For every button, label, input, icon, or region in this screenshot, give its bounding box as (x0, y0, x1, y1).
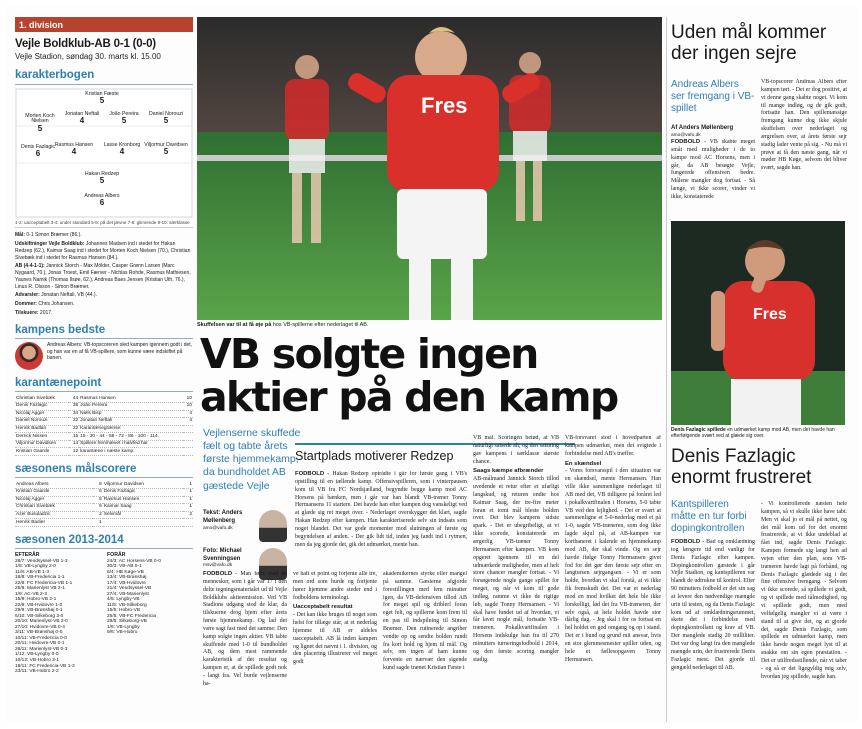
result-row: 26/11: Marienlyst-VB 0-3 (15, 646, 68, 652)
player-slot: Denis Fazlagic 6 (20, 143, 56, 159)
player-slot: Morten Koch Nielsen 5 (25, 112, 55, 134)
result-row: 15/5: Hobro-VB (107, 608, 141, 614)
article-column: akademikernes styrke eller mangel på samme. Gæsterne afgjorde forestillingen med fem minutter igen, da VB-defensiven tillod AB for meget spil og driblerl foran eget felt, og spillerne kom frem til en pas til indspilning til Simon Bræmer. Den rutinerede angriber vendte op og sendte bolden rundt fra kort hold og hjem til mål. Og selv, om ingen af ham kunne forvente en nærvær den sigende kund sagde trænet Kristian Fæste i (383, 571, 467, 672)
table-row: Viljormur Davidsen 14 Spillere fremhævet i halvfed har (15, 440, 193, 448)
result-row: 20/10: Marienlyst-VB 2-0 (15, 619, 68, 625)
player-slot: Kristian Fæste 5 (85, 90, 119, 106)
result-row: 22/9: VB-Hvidovre 1-0 (15, 602, 63, 608)
photo-byline: Foto: Michael Svenningsen msv@vafo.dk (203, 547, 242, 569)
hero-caption: Skuffelsen var til at få øje på hos VB-spillerne efter nederlaget til AB. (197, 322, 369, 328)
result-row: 24/3: AC Horsens-VB 0-0 (107, 558, 161, 564)
table-row: Henrik Badlan 22 Karantænegrænse: (15, 425, 193, 433)
fazlagic-photo-illustration (671, 221, 845, 425)
result-row: 27/4: VB-Marienlyst (107, 591, 149, 597)
player-slot: Viljormur Davidsen 5 (144, 141, 188, 157)
table-row: Daniel Norouzi 22 Jonatan Neftali 4 (16, 418, 192, 424)
sidebar-story: FODBOLD - Hakan Redzep optrådte i går for første gang i VB's opstilling til en tællende kamp. Offensivspilleren, som i vinterpausen kom til VB fra FC Nordsjælland, begyndte begge kamp mod AC Horsens på bænken, men i går var han blandt VB-træner Tonny Hermansens 11 startere. Det havde han efter kampen dog vanskeligt ved at glæde sig ret meget over. - Nederlaget overskygger det klart, sagde Hakan Redzep efter kampen. Han karakteriserede selv sin indsats som noget blandet. Det var gode momenter mod slutningen af første og begyndelsen af anden. - Der gik lidt tid, inden jeg fandt ind i rytmen, men da jeg gjorde det, gik det udmærket, mente han. (295, 471, 467, 548)
article-column: ve haft et point og forjente alle tre, men ord som burde og fortjente hører hjemme andre steder end i fodboldens terminologi. Uacceptabelt resultat - Det kan ikke bruges til noget som helst for tillæge står, at et nederlag hjemme til AB er aldeles uacceptabelt. AB lå inden kampen og lignet det nævnt i 1. division, og den placering illustrerer vel meget godt (293, 571, 377, 666)
match-title: Vejle Boldklub-AB 0-1 (0-0) (15, 38, 156, 50)
article-column: VB mål. Scoringen betød, at VB naturligt satsede alt, og den satsning gav kampens i særklasse største chance. Saags kæmpe afbrænder AB-målmand Jannick Storch tillod uvedende et retur efter et ufarligt langskud, og returen endte hos Kaimar Saag, der tre-fire meter foran et tomt mål bleste bolden over. Det blev kampens sidste spark. - Det er ubegribeligt, at vi ikke scorede, konstaterede en ærgerlig VB-træner Tonny Hermansen efter kampen. VB kom opgeret igennem til en del udmærkede muligheder, men af helt store chancer mangler fortsat. - Vi forsøgerede nogle gange spillet for meget, og når vi kom til gode indløg, ramme vi ikke de rigtige løb, sagde Tonny Hermansen. - Vi skal have fundet ud af hvordan, vi får lavet nogle mål, fortsatte VB-træneren. Pokalkvartfinalen i Horsens indskulge han fra til 270 minutters turneringsfodbold i 2014, og den første scoring mangler stadig. (473, 435, 559, 663)
column-divider (666, 17, 667, 722)
result-row: 1/8: VB-Lyngby 2-0 (15, 564, 56, 570)
right-byline: Af Anders Møllenberg amo@vafo.dk (671, 125, 734, 138)
karantaene-heading: karantænepoint (15, 376, 193, 392)
table-row: Kristian Gaarde 12 karantæne i næste kamp. (15, 448, 193, 456)
player-slot: Hakan Redzep 5 (84, 170, 120, 186)
fact-line: Udskiftninger Vejle Boldklub: Johannes Madsen ind i stedet for Hakan Redzep (62.), Kaimar Saag ind i stedet for Morten Koch Nielsen (70.), Christian Sivebæk ind i stedet for Rasmus Hansen (84.). (15, 241, 191, 261)
result-row: 10/11: VB-Fredericia 0-0 (15, 635, 67, 641)
foraar-heading: FORÅR (107, 552, 126, 559)
main-headline: VB solgte ingen aktier på den kamp (200, 330, 618, 421)
maalscorere-table (15, 481, 193, 526)
result-row: 10/12: VB-Hobro 3-1 (15, 658, 59, 663)
sidebar-subhead: Startplads motiverer Redzep (295, 443, 575, 465)
match-venue: Vejle Stadion, søndag 30. marts kl. 15.00 (15, 52, 161, 62)
article-intro: Vejlenserne skuffede fælt og tabte årets første hjemmekamp, da bundholdet AB gæstede Vejle (203, 427, 301, 492)
rating-scale: 1-2: uacceptabelt 3-4: under standard 5-6: på det jævne 7-8: glimrende 9-10: særklasse (15, 220, 193, 229)
fact-line: AB (4-4-1-1): Jannick Storch - Max Mölder, Casper Grønn Larsen (Marc Nygaard, 70.), Jonas Troest, Emil Færver - Nichlas Rohde, Rasmus Mathiesen, Yaunes Namik (Thomas Ilsøe, 62.), Andreas Baes Jensen (Kristian Uth, 76.), Linus R. Olsson - Simon Bræmer. (15, 263, 191, 290)
table-row: Christian Sivebæk 5 Kaimar Saag 1 (16, 504, 192, 510)
result-row: 9/6: VB-Hobro (107, 630, 138, 636)
table-row: Nicolaj Agger 34 Niels Bisp 4 (16, 410, 192, 416)
result-row: 25/8: Marienlyst VB 2-1 (15, 586, 65, 592)
fazlagic-photo (671, 221, 845, 425)
season-results (15, 552, 193, 674)
table-row: Derrick Nissen 15 15 - 30 - 44 - 58 - 72 - 86 - 100 - 114. (15, 433, 193, 441)
division-banner: 1. division (15, 17, 193, 32)
right-article-column: FODBOLD - VB skabte meget småt med muligheder i de to kampe mod AC Horsens, men i går, da AB besøgte Vejle, fungerede offensiven bedre. Målene mangler dog fortsat. - Så længe, vi ikke scorer, vinder vi ikke, konstaterede (671, 139, 755, 200)
kampens-bedste-heading: kampens bedste (15, 323, 193, 339)
lineup-field (15, 88, 193, 218)
result-row: 1/12: VB-Lyngby 0-0 (15, 652, 59, 658)
right-subheading-1: Andreas Albers ser fremgang i VB-spillet (671, 79, 755, 114)
result-row: 6/4: HB Køge-VB (107, 569, 144, 575)
result-row: 11/5: VB-Silkeborg (107, 602, 147, 608)
right-headline-1: Uden mål kommer der ingen sejre (671, 22, 827, 64)
foraar-column (107, 552, 193, 674)
result-row: 1/9: AC-VB 2-3 (15, 591, 47, 597)
right-headline-2: Denis Fazlagic enormt frustreret (671, 446, 812, 488)
result-row: 17/4: VB-Hvidovre (107, 580, 146, 586)
result-row: 6/10: VB-Silkeborg 3-0 (15, 613, 64, 619)
hero-photo (197, 17, 662, 320)
result-row: 23/11: VB-Hobro 2-2 (15, 669, 59, 675)
fazlagic-photo-caption: Denis Fazlagic spillede en udmærket kamp mod AB, men det havde han efterfølgende svært ved at glæde sig over. (671, 427, 835, 440)
text-byline: Tekst: Anders Møllenberg amo@vafo.dk (203, 510, 243, 531)
result-row: 18/11: FC Fredericia-VB 1-3 (15, 663, 75, 669)
result-row: 18/8: VB-Fredericia 1-1 (15, 575, 65, 581)
table-row: Christian Sivebæk 44 Rasmus Hansen 10 (16, 395, 192, 401)
result-row: 13/4: VB-Brønshøj (107, 575, 147, 581)
result-row: 1/6: VB-Lyngby (107, 624, 140, 630)
efterar-heading: EFTERÅR (15, 552, 40, 559)
right-subheading-2: Kantspilleren måtte en tur forbi dopingkontrollen (671, 499, 747, 534)
article-column: VB-forsvaret stod i hovedparten af kampen udmærket, men det svigtede i forbindelse med AB's træffer. En skændsel - Vores forsvarsspil i den situation var en skændsel, mente Hermansen. Han ville ikke sammenligne nederlaget til AB med det, VB tidligere på foråret led i pokalkvartfinalen i Horsens, 5-0 tabte VB ved den lejlighed. - Det er svært at sammenligne et 5-0-nederlag med et på 1-0, sagde VB-træneren, som dog ikke lagde skjul på, at AB-kampen var kortbaneret i kalende en hjemmekamp mod AB, der skal vinde. Og en sejr havde ifølge Tonny Hermansen givet fod for det gør den første sejr efter en langtursen sejrgangsen. - Vi er som holde, hvordan vi skal forstå, at vi ikke fik fremskudt det. Det var et nederlag mod en mod hvilket det hele ble ikke forskelligt, lød det fra VB-træneren, der selv også, at hele holdet havde stor dårlig dag. - Jeg skal i for os fortsat en hel holdet en god omgang og op i stand. Det er i bund og grund mit ansvar, hvis en stor glemmesmester spiller uden, og hele et fællesopgaven Tonny Hermansen. (565, 435, 661, 663)
author-photo (259, 510, 287, 542)
stats-column (15, 17, 193, 722)
avatar (15, 342, 43, 370)
player-slot: Andreas Albers 6 (84, 192, 120, 208)
match-facts (15, 232, 193, 316)
result-row: 22/8: FC Fredericia-VB 1-1 (15, 580, 73, 586)
karantaene-table (15, 395, 193, 456)
table-row: Andreas Albers 8 Viljormur Davidsen 1 (16, 481, 192, 487)
table-row: Kristian Gaarde 6 Denis Fazlagic 1 (16, 489, 192, 495)
newspaper-page (5, 5, 857, 724)
result-row: 25/5: VB-FC Fredericia (107, 613, 157, 619)
player-slot: Rasmus Hansen 4 (54, 141, 94, 157)
svg-text:Fres: Fres (753, 306, 787, 323)
result-row: 20/11: Hvidovre-VB 0-1 (15, 641, 65, 647)
result-row: 27/10: Hvidovre-VB 0-4 (15, 624, 65, 630)
efterar-column (15, 552, 101, 674)
result-row: 15/9: Hobro-VB 2-1 (15, 597, 57, 603)
karakterbogen-heading: karakterbogen (15, 68, 193, 84)
right-article-column: VB-topscorer Andreas Albers efter kampen tørt. - Det er dog positivt, at vi denne gang skabte noget. Vi kom til mange indløg, og de gik godt, fortsatte han. Den spillemæssige fremgang kunne dog ikke skjule skuffelsen over nederlaget og ærgrelsen over, at årets første sejr stadig lader vente på sig. - Nu må vi prøve at få den næste gang, når vi møder HB Køge, selvom det bliver svært, sagde han. (761, 79, 847, 172)
player-slot: Daniel Norouzi 5 (148, 110, 184, 126)
result-row: 28/7: Vendsyssel-VB 1-3 (15, 558, 68, 564)
fact-line: Dommer: Chris Johansen. (15, 301, 75, 308)
table-row: Denis Fazlagic 38 João Pereira 10 (16, 403, 192, 409)
result-row: 21/4: Vendsyssel-VB (107, 586, 152, 592)
fact-line: Advarsler: Jonatan Neftali, VB (44.). (15, 292, 97, 299)
result-row: 3/11: VB-Brønshøj 0-0 (15, 630, 63, 636)
maalscorere-heading: sæsonens målscorere (15, 462, 193, 478)
player-slot: Lasse Kronborg 4 (103, 141, 141, 157)
table-row: Henrik Badier 1 (15, 519, 193, 527)
bylines (203, 510, 287, 570)
article-column: FODBOLD - Man følte med de mennesker, som i går var 17 i den delte tegningsmaterialet ud til Vejle Boldklubs aktieemission. Ved VB Stadions udgang stod de klar, da tilskuerne drog hjem efter årets første hjemmekamp. Og lad det være sagt fast med det samme: Den kamp solgte ingen aktier. VB tabte skuffende med 1-0 til bundholdet AB, og dem mest rammende karakteristik af det resultat og kampen er, at de spillede godt nok - langt fra. Vel burde vejlenserne ha- (203, 571, 287, 687)
player-slot: Jonatan Neftali 4 (64, 110, 100, 126)
best-player (15, 342, 193, 370)
fact-line: Tilskuere: 2017. (15, 309, 53, 316)
table-row: Nicolaj Agger 5 Rasmus Hansen 1 (16, 496, 192, 502)
hero-photo-illustration (197, 17, 662, 320)
right-article-column: FODBOLD - Bad og omklædning tog længere tid end vanligt for Denis Fazlagic efter kampen. Dopingkontrollen gæstede i går Vejle Stadion, og kantspilleren var blandt de udtrukne til kontrol. Efter 90 minutters fodbold er det sin sag at levere den nødvendige mængde urin til testen, og da Denis Fazlagic kom ud af omklædningsrummet, skete det i forbindelse med dopingkontrollant og krav af VB. Der manglede stadig 20 milliliter. Det var dog langt fra den manglede mængde urin, der frustrerede Denis Fazlagic mest. Det gjorde til gengæld nederlaget til AB. (671, 539, 755, 671)
result-row: 11/8: AB-VB 1-3 (15, 569, 50, 575)
player-slot: João Pereira 5 (109, 110, 139, 126)
svg-text:Fres: Fres (421, 93, 468, 118)
result-row: 29/5: Silkeborg-VB (107, 619, 147, 625)
season-heading: sæsonen 2013-2014 (15, 533, 193, 549)
best-player-text: Andreas Albers: VB-topscoreren sled kampen igennem godt i det, og han var en af få VB-spillere, som kunne være indskiftet på banen. (47, 342, 193, 361)
result-row: 4/5: Lyngby-VB (107, 597, 140, 603)
fact-line: Mål: 0-1 Simon Bræmer (86.). (15, 232, 82, 239)
result-row: 29/9: VB-Brønshøj 0-1 (15, 608, 63, 614)
table-row: Azer Busuladzic 2 Selvmål 2 (16, 511, 192, 517)
result-row: 30/3: VB-AB 0-1 (107, 564, 142, 570)
right-article-column: - Vi kontrollerede næsten hele kampen, så vi skulle ikke have tabt. Men vi skal jo et mål på nettet, og det mål kom ud for det enormt frustrerede, at vi ikke undeblad at fået ind, sagde Denis Fazlagic. Kampen formede sig langt hen ad vejen efter den plan, som VB-træneren havde lagt på forhånd, og Denis Fazlagic glædede sig i det fine offensive fremgang. - Selvom vi ikke scorede, så spillede vi godt, og vi spillede med tålmodighed, og vi spillede godt, men med velfølgelig mangler vi at være i stand til at give det, og at gjorde det, sagde Denis Fazlagic, som spillede en udmærket kamp, men ikke havde nogen meget lyst til at snakke om sin egen præstation. - Det er utilfredsstillende, når vi taber - og så er det ligegyldig mig selv, hvordan jeg spillede, sagde han. (761, 501, 847, 680)
